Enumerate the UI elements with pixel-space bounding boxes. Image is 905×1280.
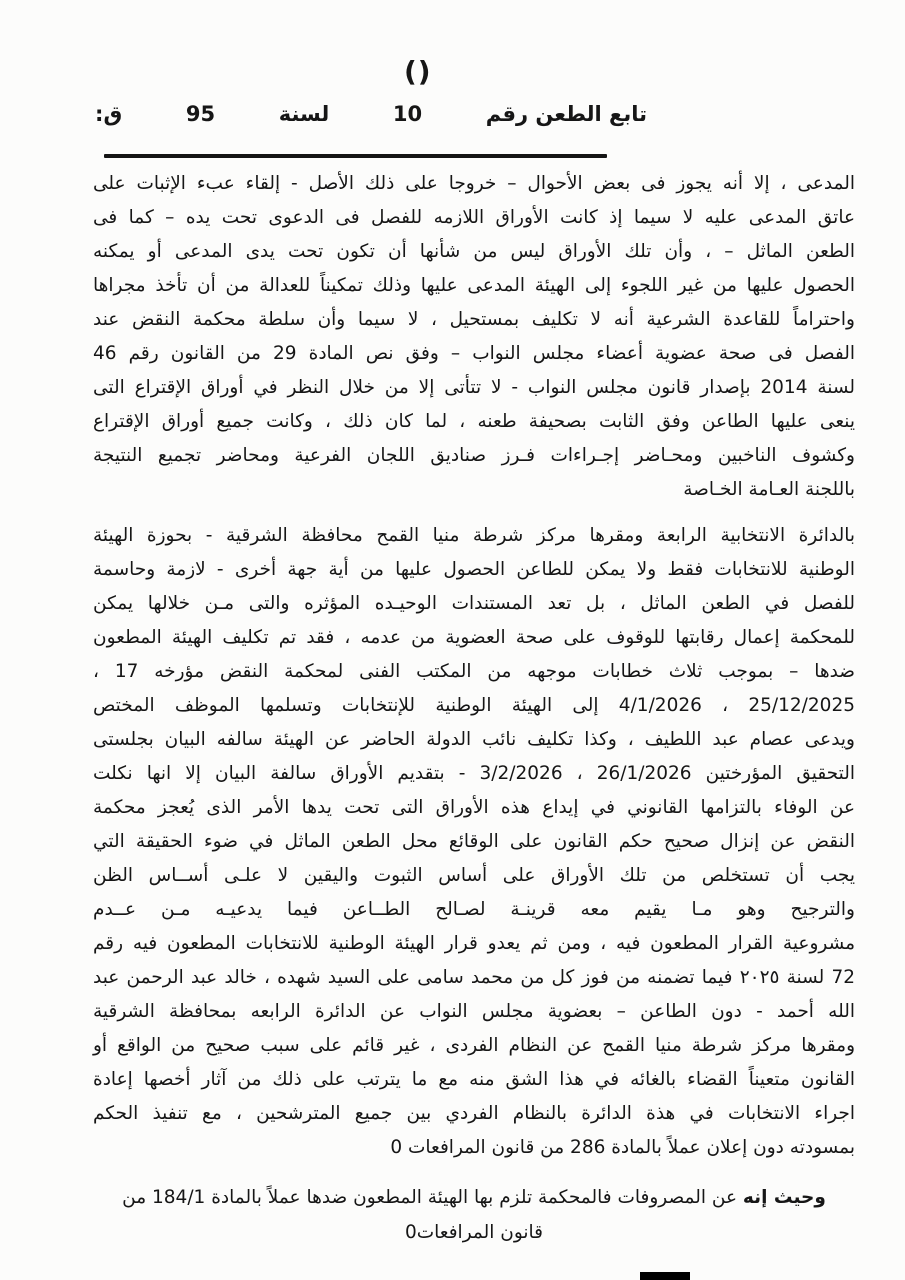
text-line: والترجيح وهو مـا يقيم معه قرينـة لصـالح الطــاعن فيما يدعيـه مـن عــدم xyxy=(93,899,855,920)
text-line: النقض عن إنزال صحيح حكم القانون على الوقائع محل الطعن الماثل في ضوء الحقيقة التي xyxy=(93,831,855,852)
text-line: مشروعية القرار المطعون فيه ، ومن ثم يعدو قرار الهيئة الوطنية للانتخابات المطعون فيه رقم xyxy=(93,933,855,954)
case-header xyxy=(95,102,647,126)
text-line: الوطنية للانتخابات فقط ولا يمكن للطاعن الحصول عليها من أية جهة أخرى - لازمة وحاسمة xyxy=(93,559,855,580)
text-line: 72 لسنة ٢٠٢٥ فيما تضمنه من فوز كل من محمد سامى على السيد شهده ، خالد عبد الرحمن عبد xyxy=(93,967,855,988)
header-part: تابع الطعن رقم xyxy=(485,102,647,126)
text-line: ويدعى عصام عبد اللطيف ، وكذا تكليف نائب الدولة الحاضر عن الهيئة سالفه البيان بجلستى xyxy=(93,729,855,750)
text-line: قانون المرافعات0 xyxy=(404,1222,544,1243)
text-line: للمحكمة إعمال رقابتها للوقوف على صحة العضوية من عدمه ، فقد تم تكليف الهيئة المطعون xyxy=(93,627,855,648)
text-line: الله أحمد - دون الطاعن – بعضوية مجلس النواب عن الدائرة الرابعه بمحافظة الشرقية xyxy=(93,1001,855,1022)
text-line: القانون متعيناً القضاء بالغائه في هذا الشق منه مع ما يترتب على ذلك من آثار أخصها إعادة xyxy=(93,1069,855,1090)
paragraph xyxy=(93,167,855,507)
closing-paragraph xyxy=(93,1180,855,1250)
text-line: وكشوف الناخبين ومحـاضر إجـراءات فـرز صناديق اللجان الفرعية ومحاضر تجميع النتيجة xyxy=(93,445,855,466)
text-line: الحصول عليها من غير اللجوء إلى الهيئة المدعى عليها وذلك تمكيناً للعدالة من أن تأخذ مجراها xyxy=(93,275,855,296)
text-line: 25/12/2025 ، 4/1/2026 إلى الهيئة الوطنية للإنتخابات وتسلمها الموظف المختص xyxy=(93,695,855,716)
text-line: للفصل في الطعن الماثل ، بل تعد المستندات الوحيـده المؤثره والتى مـن خلالها يمكن xyxy=(93,593,855,614)
text-line: ضدها – بموجب ثلاث خطابات موجهه من المكتب الفنى لمحكمة النقض مؤرخه 17 ، xyxy=(93,661,856,682)
paragraph xyxy=(93,519,855,1165)
text-line: عاتق المدعى عليه لا سيما إذ كانت الأوراق اللازمه للفصل فى الدعوى تحت يده – كما فى xyxy=(93,207,855,228)
text-line: واحتراماً للقاعدة الشرعية أنه لا تكليف بمستحيل ، لا سيما وأن سلطة محكمة النقض عند xyxy=(93,309,855,330)
closing-bold-lead: وحيث إنه xyxy=(742,1187,826,1208)
text-line: باللجنة العـامة الخـاصة xyxy=(683,479,855,500)
text-line: اجراء الانتخابات في هذة الدائرة بالنظام الفردي بين جميع المترشحين ، مع تنفيذ الحكم xyxy=(93,1103,855,1124)
text-line: بمسودته دون إعلان عملاً بالمادة 286 من قانون المرافعات 0 xyxy=(390,1137,855,1158)
text-line: لسنة 2014 بإصدار قانون مجلس النواب - لا تتأتى إلا من خلال النظر في أوراق الإقتراع التى xyxy=(93,377,855,398)
text-line xyxy=(93,1180,855,1215)
text-line: الطعن الماثل – ، وأن تلك الأوراق ليس من شأنها أن تكون تحت يدى المدعى أو يمكنه xyxy=(93,241,855,262)
header-part: لسنة xyxy=(278,102,330,126)
document-body xyxy=(93,167,855,1250)
text-line: بالدائرة الانتخابية الرابعة ومقرها مركز شرطة منيا القمح محافظة الشرقية - بحوزة الهيئة xyxy=(93,525,855,546)
page-number-parens: () xyxy=(404,55,432,88)
header-underline xyxy=(104,154,607,158)
header-part-year-number: 95 xyxy=(185,102,216,126)
text-line: عن الوفاء بالتزامها القانوني في إيداع هذه الأوراق التى تحت يدها الأمر الذى يُعجز محكمة xyxy=(93,797,855,818)
redaction-mark xyxy=(640,1272,690,1280)
text-line: التحقيق المؤرختين 26/1/2026 ، 3/2/2026 - بتقديم الأوراق سالفة البيان إلا انها نكلت xyxy=(93,763,855,784)
text-line: ومقرها مركز شرطة منيا القمح عن النظام الفردى ، غير قائم على سبب صحيح من الواقع أو xyxy=(93,1035,855,1056)
closing-line1-rest: عن المصروفات فالمحكمة تلزم بها الهيئة المطعون ضدها عملاً بالمادة 184/1 من xyxy=(122,1187,743,1208)
text-line: المدعى ، إلا أنه يجوز فى بعض الأحوال – خروجا على ذلك الأصل - إلقاء عبء الإثبات على xyxy=(93,173,855,194)
header-part: ق: xyxy=(95,102,123,126)
text-line: ينعى عليها الطاعن وفق الثابت بصحيفة طعنه ، لما كان ذلك ، وكانت جميع أوراق الإقتراع xyxy=(93,411,855,432)
header-part-appeal-number: 10 xyxy=(392,102,423,126)
text-line: يجب أن تستخلص من تلك الأوراق على أساس الثبوت واليقين لا علـى أســاس الظن xyxy=(93,865,855,886)
text-line: الفصل فى صحة عضوية أعضاء مجلس النواب – وفق نص المادة 29 من القانون رقم 46 xyxy=(93,343,855,364)
